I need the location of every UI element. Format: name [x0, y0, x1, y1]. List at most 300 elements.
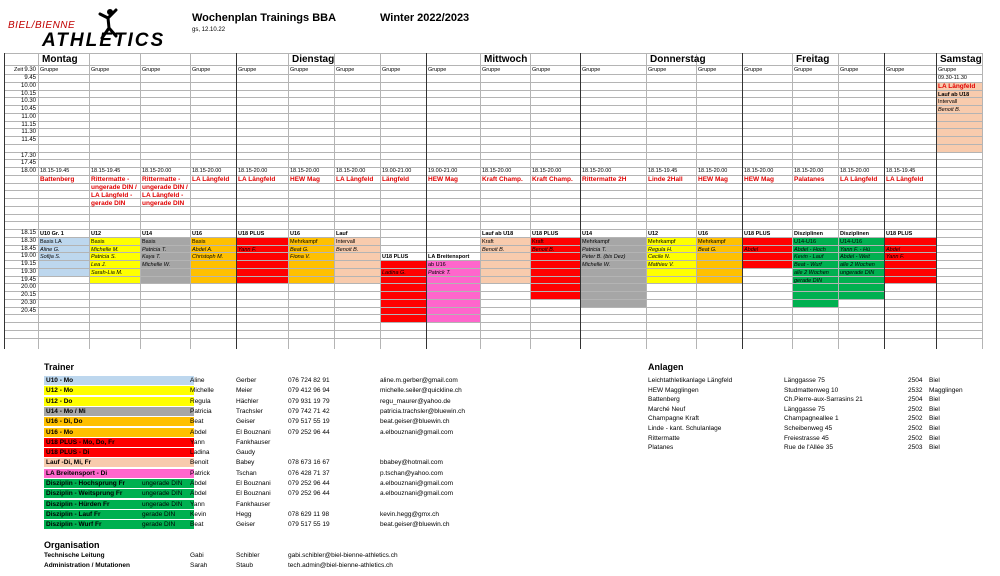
- trainer-phone: 078 673 16 67: [288, 459, 330, 467]
- time-label: 18.30: [20, 237, 36, 244]
- session-detail: LA Breitensport: [428, 254, 470, 261]
- session-detail: Basis: [192, 238, 206, 245]
- grid-row-line: [4, 136, 982, 137]
- anlage-address: Ch.Pierre-aux-Sarrasins 21: [784, 396, 863, 404]
- session-detail: Mehrkampf: [290, 238, 318, 245]
- group-column-header: Gruppe: [91, 67, 110, 73]
- trainer-phone: 079 252 96 44: [288, 490, 330, 498]
- trainer-firstname: Regula: [190, 397, 211, 405]
- trainer-email: beat.geiser@bluewin.ch: [380, 418, 450, 426]
- group-column-header: Gruppe: [290, 67, 309, 73]
- anlage-name: Platanes: [648, 444, 674, 452]
- session-time: 18.15-20.00: [582, 168, 612, 174]
- grid-row-line: [4, 90, 982, 91]
- trainer-phone: 076 428 71 37: [288, 469, 330, 477]
- anlage-address: Rue de l'Allée 35: [784, 444, 833, 452]
- session-detail: Abdel A.: [192, 246, 213, 253]
- trainer-din: gerade DIN: [140, 510, 194, 519]
- session-detail: U14: [142, 231, 153, 237]
- session-detail: Intervall: [336, 238, 356, 245]
- anlage-name: Marché Neuf: [648, 405, 686, 413]
- session-detail: Disziplinen: [794, 231, 824, 237]
- session-detail: Benoit B.: [532, 246, 555, 253]
- trainer-firstname: Abdel: [190, 480, 207, 487]
- trainer-phone: 076 724 82 91: [288, 377, 330, 384]
- group-column-header: Gruppe: [582, 67, 601, 73]
- trainer-email: a.elbouznani@gmail.com: [380, 480, 454, 487]
- trainer-group: Disziplin - Lauf Fr: [44, 510, 140, 519]
- time-label: 19.30: [20, 268, 36, 275]
- trainer-phone: 079 252 96 44: [288, 428, 330, 436]
- session-detail: Sofija S.: [40, 254, 61, 261]
- trainer-firstname: Yann: [190, 438, 205, 446]
- session-location: LA Längfeld: [336, 175, 374, 183]
- session-detail: Patrick T.: [428, 269, 451, 276]
- anlage-city: Biel: [929, 415, 940, 423]
- grid-col-line: [982, 53, 983, 349]
- trainer-lastname: El Bouznani: [236, 480, 271, 487]
- session-time: 18.15-20.00: [336, 168, 366, 174]
- session-detail: Beat G.: [698, 246, 717, 253]
- trainer-firstname: Patrick: [190, 469, 210, 477]
- session-location: Rittermatte - ungerade DIN / LA Längfeld - ungerade DIN: [142, 175, 188, 207]
- trainer-din: ungerade DIN: [140, 500, 194, 509]
- trainer-email: kevin.hegg@gmx.ch: [380, 510, 439, 518]
- grid-row-line: [4, 65, 982, 66]
- weekly-schedule-grid: [4, 53, 982, 349]
- anlage-address: Länggasse 75: [784, 377, 825, 384]
- day-header: Freitag: [796, 54, 830, 65]
- anlage-zip: 2502: [908, 434, 923, 442]
- trainer-heading: Trainer: [44, 362, 75, 372]
- session-time: 18.15-20.00: [142, 168, 172, 174]
- group-column-header: Gruppe: [482, 67, 501, 73]
- trainer-firstname: Kevin: [190, 510, 207, 518]
- trainer-group: U16 - Mo: [44, 428, 194, 437]
- session-detail: U18 PLUS: [744, 231, 771, 237]
- trainer-group: Disziplin - Hochsprung Fr: [44, 479, 140, 488]
- trainer-lastname: Geiser: [236, 521, 256, 529]
- session-detail: Sarah-Lia M.: [91, 269, 123, 276]
- grid-row-line: [4, 159, 982, 160]
- trainer-phone: 079 931 19 79: [288, 397, 330, 405]
- group-column-header: Gruppe: [336, 67, 355, 73]
- trainer-lastname: Meier: [236, 387, 253, 395]
- session-detail: Kraft: [482, 238, 494, 245]
- session-detail: U10 Gr. 1: [40, 231, 64, 237]
- session-detail: U16: [192, 231, 203, 237]
- grid-row-line: [4, 97, 982, 98]
- session-location: Längfeld: [382, 175, 410, 183]
- time-label: 20.45: [20, 307, 36, 314]
- session-time: 09.30-11.30: [938, 75, 967, 81]
- trainer-email: michelle.seiler@quickline.ch: [380, 387, 462, 395]
- anlage-city: Biel: [929, 425, 940, 432]
- grid-row-line: [4, 322, 982, 323]
- grid-row-line: [4, 144, 982, 145]
- session-detail: Lauf ab U18: [938, 91, 970, 98]
- time-label: 19.15: [20, 261, 36, 267]
- session-detail: alle 2 Wochen: [794, 269, 829, 276]
- trainer-din: ungerade DIN: [140, 489, 194, 498]
- session-location: Palatanes: [794, 175, 825, 183]
- trainer-lastname: Babey: [236, 459, 255, 467]
- time-label: 11.00: [21, 113, 36, 120]
- session-detail: Yann F.: [886, 254, 905, 261]
- session-detail: Basis: [142, 238, 156, 245]
- logo-city-text: BIEL/BIENNE: [8, 20, 76, 31]
- session-detail: Fiona V.: [290, 254, 311, 261]
- session-time: 18.15-20.00: [532, 168, 562, 174]
- session-detail: U18 PLUS: [886, 231, 913, 237]
- session-time: 18.15-20.00: [698, 168, 728, 174]
- time-label: 11.30: [21, 129, 36, 136]
- time-label: 19.00: [20, 253, 36, 260]
- anlage-address: Champagneallee 1: [784, 415, 839, 423]
- session-detail: Disziplinen: [840, 231, 870, 237]
- trainer-lastname: El Bouznani: [236, 490, 271, 498]
- grid-row-line: [4, 314, 982, 315]
- session-location: Battenberg: [40, 175, 75, 183]
- org-lastname: Schibler: [236, 552, 260, 559]
- session-detail: U12: [648, 231, 659, 237]
- day-header: Samstag: [940, 54, 982, 65]
- trainer-firstname: Beat: [190, 521, 204, 529]
- grid-row-line: [4, 330, 982, 331]
- group-column-header: Gruppe: [698, 67, 717, 73]
- session-location: LA Längfeld: [840, 175, 878, 183]
- day-header: Donnerstag: [650, 54, 706, 65]
- trainer-lastname: Fankhauser: [236, 438, 271, 446]
- time-label: 20.15: [20, 292, 36, 298]
- page-subtitle: gs, 12.10.22: [192, 27, 226, 33]
- session-detail: U18 PLUS: [382, 254, 409, 261]
- time-label: 17.30: [20, 152, 36, 159]
- session-detail: gerade DIN: [794, 277, 823, 284]
- session-time: 18.15-20.00: [192, 168, 222, 174]
- session-time: 18.15-20.00: [744, 168, 774, 174]
- time-label: 10.30: [20, 98, 36, 105]
- session-detail: Michelle W.: [142, 262, 171, 268]
- time-label: 9.45: [24, 75, 36, 81]
- session-location: HEW Mag: [698, 175, 728, 183]
- grid-row-line: [4, 338, 982, 339]
- trainer-lastname: Hächler: [236, 397, 259, 405]
- session-detail: Michelle W.: [582, 262, 611, 268]
- group-column-header: Gruppe: [532, 67, 551, 73]
- time-label: 18.15: [20, 230, 36, 236]
- trainer-lastname: Tschan: [236, 469, 257, 477]
- anlage-address: Scheibenweg 45: [784, 425, 833, 432]
- trainer-lastname: Hegg: [236, 510, 252, 518]
- time-label: 20.00: [20, 284, 36, 291]
- session-time: 19.00-21.00: [382, 168, 412, 174]
- trainer-group: U18 PLUS - Mo, Do, Fr: [44, 438, 194, 447]
- session-time: 18.15-19.45: [91, 168, 121, 174]
- grid-row-line: [4, 105, 982, 106]
- group-column-header: Gruppe: [428, 67, 447, 73]
- session-detail: [237, 253, 287, 261]
- group-column-header: Gruppe: [648, 67, 667, 73]
- trainer-phone: 079 517 55 19: [288, 418, 330, 426]
- session-time: 18.15-19.45: [648, 168, 678, 174]
- trainer-group: Lauf -Di, Mi, Fr: [44, 458, 194, 467]
- group-column-header: Gruppe: [382, 67, 401, 73]
- group-column-header: Gruppe: [192, 67, 211, 73]
- anlage-zip: 2503: [908, 444, 923, 452]
- day-header: Dienstag: [292, 54, 335, 65]
- anlage-name: Champagne Kraft: [648, 415, 699, 423]
- anlage-address: Studmattenweg 10: [784, 386, 839, 394]
- trainer-email: beat.geiser@bluewin.ch: [380, 521, 450, 529]
- session-detail: Lauf ab U18: [482, 231, 514, 237]
- trainer-group: U12 - Mo: [44, 386, 194, 395]
- session-detail: U16: [698, 231, 709, 237]
- anlage-city: Magglingen: [929, 386, 963, 394]
- trainer-phone: 079 517 55 19: [288, 521, 330, 529]
- trainer-email: bbabey@hotmail.com: [380, 459, 443, 467]
- trainer-phone: 079 412 96 94: [288, 387, 330, 395]
- time-label: 18.45: [20, 245, 36, 252]
- trainer-email: p.tschan@yahoo.com: [380, 469, 443, 477]
- session-detail: Ladina G.: [382, 269, 406, 276]
- anlage-zip: 2532: [908, 386, 923, 394]
- session-location: Linde 2Hall: [648, 175, 683, 183]
- trainer-lastname: Fankhauser: [236, 500, 271, 508]
- anlage-zip: 2504: [908, 377, 923, 384]
- session-detail: Kraft: [532, 238, 544, 245]
- time-label: 9.30: [24, 67, 36, 74]
- time-label: 11.45: [21, 137, 36, 143]
- trainer-group: Disziplin - Wurf Fr: [44, 520, 140, 529]
- group-column-header: Gruppe: [938, 67, 957, 73]
- time-label: 19.45: [20, 276, 36, 283]
- session-detail: Patricia S.: [91, 254, 117, 261]
- session-detail: U14-U16: [840, 238, 863, 245]
- anlage-city: Biel: [929, 444, 940, 452]
- grid-row-line: [4, 82, 982, 83]
- trainer-group: U12 - Do: [44, 397, 194, 406]
- session-detail: Christoph M.: [192, 254, 224, 261]
- session-location: LA Längfeld: [886, 175, 924, 183]
- session-time: 18.15-19.45: [40, 168, 70, 174]
- session-location: Rittermatte - ungerade DIN / LA Längfeld - gerade DIN: [91, 175, 137, 207]
- anlage-name: Rittermatte: [648, 434, 680, 442]
- org-firstname: Gabi: [190, 552, 204, 559]
- session-detail: ab U16: [428, 262, 446, 268]
- trainer-firstname: Michelle: [190, 387, 214, 395]
- session-detail: U16: [290, 231, 301, 237]
- anlage-zip: 2502: [908, 425, 923, 432]
- session-detail: Beat G.: [290, 246, 309, 253]
- session-detail: Mehrkampf: [582, 238, 610, 245]
- grid-row-line: [4, 121, 982, 122]
- anlage-name: Leichtathletikanlage Längfeld: [648, 377, 733, 384]
- org-email: tech.admin@biel-bienne-athletics.ch: [288, 562, 393, 569]
- anlage-name: Battenberg: [648, 396, 680, 404]
- session-detail: Abdel: [744, 246, 759, 253]
- group-column-header: Gruppe: [886, 67, 905, 73]
- session-location: LA Längfeld: [192, 175, 230, 183]
- session-detail: Mathieu V.: [648, 262, 674, 268]
- time-label: 10.45: [20, 106, 36, 112]
- trainer-email: regu_maurer@yahoo.de: [380, 397, 451, 405]
- session-time: 19.00-21.00: [428, 168, 458, 174]
- anlage-zip: 2502: [908, 405, 923, 413]
- session-detail: Mehrkampf: [648, 238, 676, 245]
- session-location: LA Längfeld: [938, 82, 976, 90]
- trainer-din: ungerade DIN: [140, 479, 194, 488]
- season-label: Winter 2022/2023: [380, 12, 470, 24]
- trainer-firstname: Abdel: [190, 490, 207, 498]
- session-detail: Patricia T.: [142, 246, 167, 253]
- session-detail: Basis: [91, 238, 105, 245]
- session-detail: Abdel: [886, 246, 901, 253]
- trainer-email: a.elbouznani@gmail.com: [380, 428, 454, 436]
- anlagen-heading: Anlagen: [648, 362, 684, 372]
- group-column-header: Gruppe: [40, 67, 59, 73]
- session-detail: Mehrkampf: [698, 238, 726, 245]
- org-role: Technische Leitung: [44, 552, 105, 559]
- grid-row-line: [4, 152, 982, 153]
- trainer-group: U16 - Di, Do: [44, 417, 194, 426]
- trainer-firstname: Benoit: [190, 459, 209, 467]
- trainer-group: U14 - Mo / Mi: [44, 407, 194, 416]
- group-column-header: Gruppe: [238, 67, 257, 73]
- group-column-header: Gruppe: [744, 67, 763, 73]
- session-detail: Kevin - Lauf: [794, 254, 824, 261]
- grid-row-line: [4, 113, 982, 114]
- trainer-email: a.elbouznani@gmail.com: [380, 490, 454, 498]
- group-column-header: Gruppe: [142, 67, 161, 73]
- group-column-header: Gruppe: [840, 67, 859, 73]
- time-column-header: Zeit: [14, 67, 24, 73]
- grid-row-line: [4, 299, 982, 300]
- trainer-phone: 079 742 71 42: [288, 407, 330, 415]
- trainer-lastname: Gerber: [236, 377, 257, 384]
- session-detail: Regula H.: [648, 246, 673, 253]
- session-location: LA Längfeld: [238, 175, 276, 183]
- anlage-address: Freiestrasse 45: [784, 434, 829, 442]
- session-location: HEW Mag: [290, 175, 320, 183]
- trainer-firstname: Ladina: [190, 449, 210, 457]
- session-detail: Yann F.: [238, 246, 257, 253]
- organisation-heading: Organisation: [44, 540, 100, 550]
- time-label: 17.45: [20, 160, 36, 167]
- session-location: Kraft Champ.: [532, 175, 573, 183]
- session-time: 18.15-20.00: [794, 168, 824, 174]
- session-detail: alle 2 Wochen: [840, 262, 875, 268]
- session-detail: Aline G.: [40, 246, 60, 253]
- session-detail: U14-U16: [794, 238, 817, 245]
- trainer-group: LA Breitensport - Di: [44, 469, 194, 478]
- trainer-lastname: Trachsler: [236, 407, 263, 415]
- session-detail: Beat - Wurf: [794, 262, 822, 268]
- anlage-name: HEW Magglingen: [648, 386, 699, 394]
- org-email: gabi.schibler@biel-bienne-athletics.ch: [288, 552, 398, 559]
- anlage-city: Biel: [929, 434, 940, 442]
- session-detail: Benoit B.: [938, 107, 961, 113]
- session-detail: Yann F. - Hü: [840, 246, 871, 253]
- trainer-firstname: Beat: [190, 418, 204, 426]
- group-column-header: Gruppe: [794, 67, 813, 73]
- page-title: Wochenplan Trainings BBA: [192, 12, 337, 24]
- trainer-group: U18 PLUS - Di: [44, 448, 194, 457]
- trainer-firstname: Abdel: [190, 428, 207, 436]
- trainer-firstname: Yann: [190, 500, 205, 508]
- trainer-group: Disziplin - Weitsprung Fr: [44, 489, 140, 498]
- trainer-phone: 078 629 11 98: [288, 510, 330, 518]
- trainer-firstname: Patricia: [190, 407, 212, 415]
- trainer-din: gerade DIN: [140, 520, 194, 529]
- time-label: 10.15: [20, 90, 36, 97]
- logo-athletics-text: ATHLETICS: [42, 30, 166, 51]
- session-detail: ungerade DIN: [840, 269, 875, 276]
- grid-row-line: [4, 74, 982, 75]
- anlage-city: Biel: [929, 396, 940, 404]
- day-header: Montag: [42, 54, 78, 65]
- session-time: 18.15-20.00: [290, 168, 320, 174]
- session-detail: Intervall: [938, 99, 958, 106]
- session-location: HEW Mag: [428, 175, 458, 183]
- anlage-zip: 2504: [908, 396, 923, 404]
- trainer-email: aline.m.gerber@gmail.com: [380, 377, 458, 384]
- session-location: HEW Mag: [744, 175, 774, 183]
- grid-row-line: [4, 307, 982, 308]
- session-detail: Lauf: [336, 231, 348, 237]
- anlage-city: Biel: [929, 377, 940, 384]
- club-logo: [4, 6, 174, 51]
- time-label: 11.15: [21, 121, 36, 128]
- trainer-phone: 079 252 96 44: [288, 480, 330, 487]
- session-time: 18.15-20.00: [840, 168, 870, 174]
- session-detail: Michelle M.: [91, 246, 119, 253]
- anlage-address: Länggasse 75: [784, 405, 825, 413]
- org-role: Administration / Mutationen: [44, 562, 130, 569]
- time-label: 18.00: [20, 168, 36, 174]
- session-detail: Benoit B.: [482, 246, 505, 253]
- session-time: 18.15-20.00: [238, 168, 268, 174]
- trainer-firstname: Aline: [190, 377, 205, 384]
- anlage-name: Linde - kant. Schulanlage: [648, 425, 722, 432]
- session-detail: Benoit B.: [336, 246, 359, 253]
- session-detail: Abdel - Hoch: [794, 246, 826, 253]
- session-detail: Patricia T.: [582, 246, 607, 253]
- trainer-group: Disziplin - Hürden Fr: [44, 500, 140, 509]
- day-header: Mittwoch: [484, 54, 528, 65]
- org-lastname: Staub: [236, 562, 253, 569]
- session-detail: U18 PLUS: [532, 231, 559, 237]
- session-detail: Kaya T.: [142, 254, 161, 261]
- session-detail: U12: [91, 231, 102, 237]
- session-detail: U18 PLUS: [238, 231, 265, 237]
- org-firstname: Sarah: [190, 562, 208, 569]
- anlage-city: Biel: [929, 405, 940, 413]
- time-label: 10.00: [20, 82, 36, 89]
- anlage-zip: 2502: [908, 415, 923, 423]
- trainer-group: U10 - Mo: [44, 376, 194, 385]
- session-detail: Basis LA: [40, 238, 62, 245]
- time-label: 20.30: [20, 299, 36, 306]
- trainer-lastname: El Bouznani: [236, 428, 271, 436]
- trainer-lastname: Gaudy: [236, 449, 256, 457]
- grid-row-line: [4, 128, 982, 129]
- session-detail: Peter B. (bis Dez): [582, 254, 626, 261]
- session-detail: U14: [582, 231, 593, 237]
- grid-row-line: [4, 291, 982, 292]
- trainer-lastname: Geiser: [236, 418, 256, 426]
- session-detail: Lea J.: [91, 262, 106, 268]
